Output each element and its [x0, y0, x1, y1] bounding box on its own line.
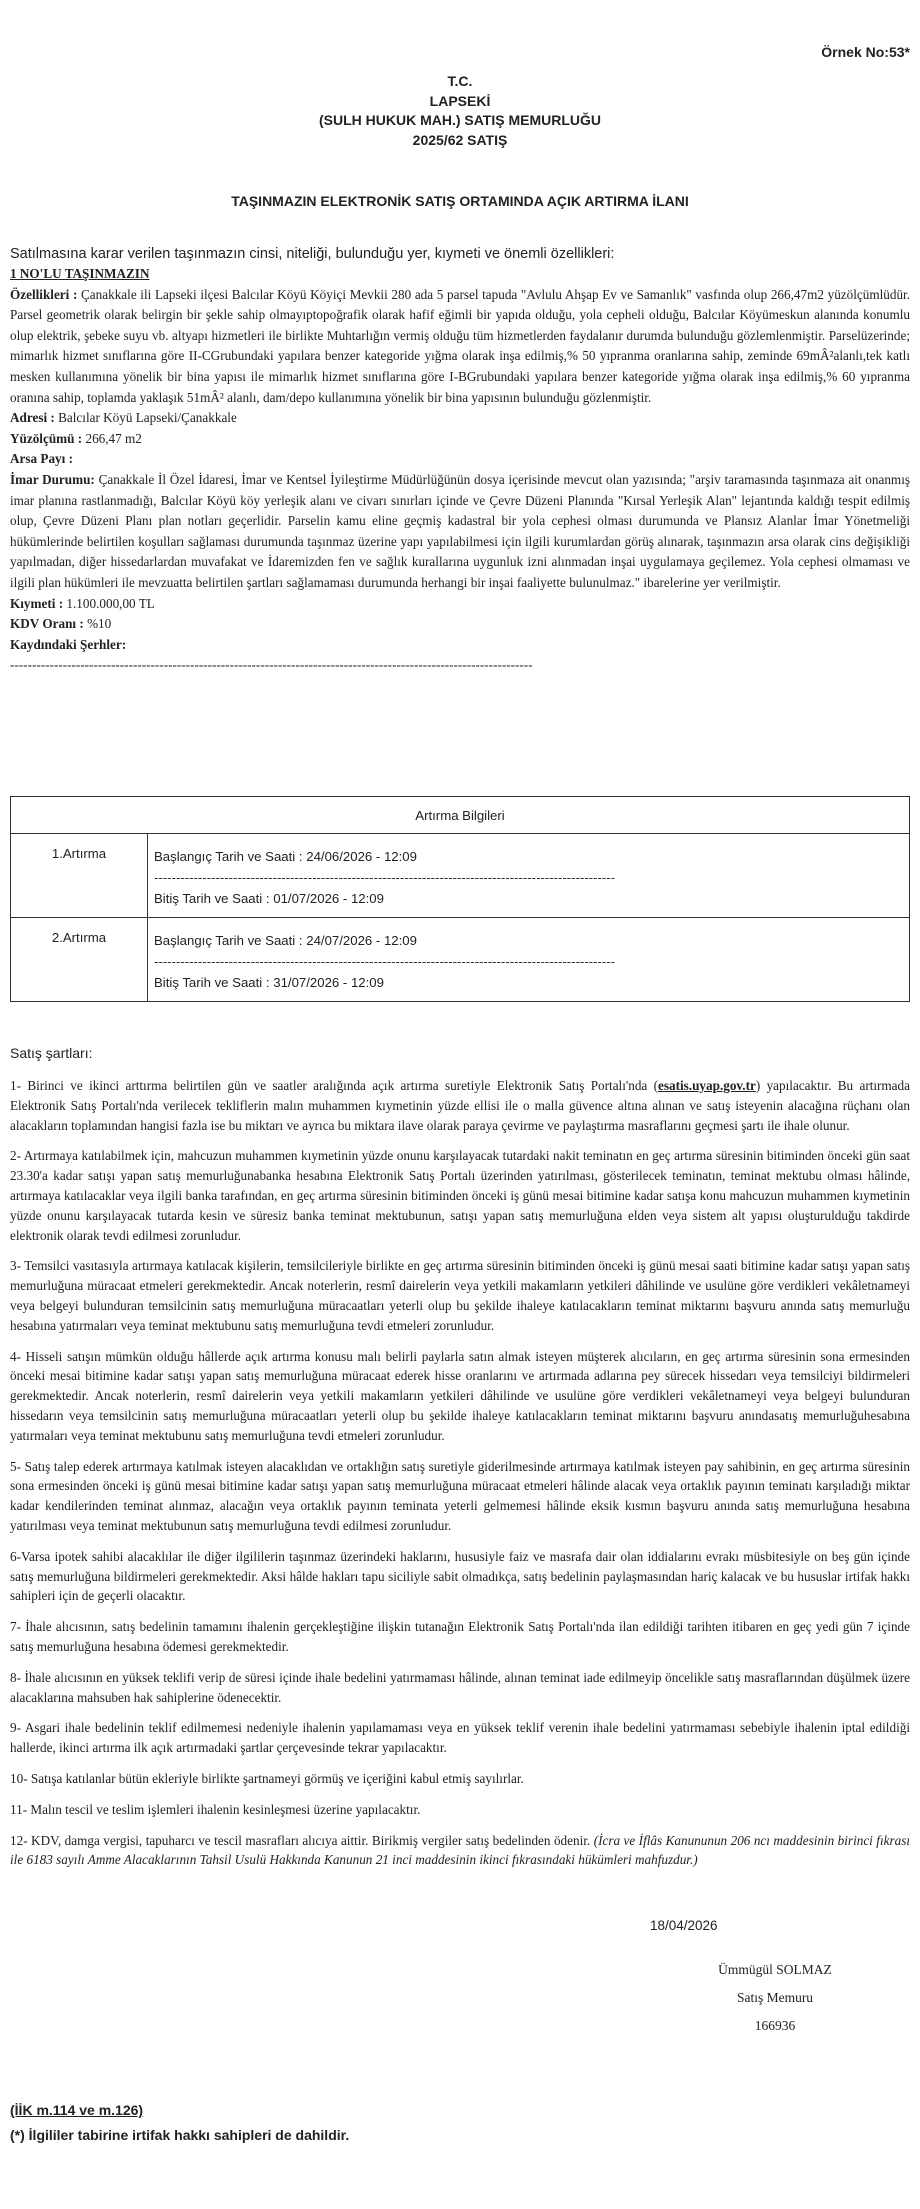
document-title: TAŞINMAZIN ELEKTRONİK SATIŞ ORTAMINDA AÇIK ARTIRMA İLANI [231, 193, 689, 209]
property-heading: 1 NO'LU TAŞINMAZIN [10, 266, 150, 281]
condition-item: 8- İhale alıcısının en yüksek teklifi verip de süresi içinde ihale bedelini yatırmaması hâlinde, alınan teminat iade edilmeyip öncelikle satış masraflarından düşülmek üzere alacaklarına mahsuben hak sahiplerine ödenecektir. [10, 1669, 910, 1705]
header-office: (SULH HUKUK MAH.) SATIŞ MEMURLUĞU [318, 112, 602, 128]
separator-line: ----------------------------------------------------------------------------------------------------------------------- [10, 657, 533, 673]
sample-number: Örnek No:53* [821, 44, 910, 60]
conditions-list [10, 1076, 910, 1881]
document-header [10, 72, 910, 150]
table-row [11, 918, 910, 1002]
end-value: 01/07/2026 - 12:09 [273, 891, 384, 906]
vat-label: KDV Oranı : [10, 616, 84, 632]
value-label: Kıymeti : [10, 595, 64, 611]
auction-round-label: 1.Artırma [11, 834, 148, 918]
end-value: 31/07/2026 - 12:09 [273, 975, 384, 990]
property-value [10, 594, 910, 615]
features-text: Çanakkale ili Lapseki ilçesi Balcılar Köyü Köyiçi Mevkii 280 ada 5 parsel tapuda "Avlulu Ahşap Ev ve Samanlık" vasfında olup 266,47m2 yüzölçümlüdür. Parsel geometrik olarak belirgin bir şekle sahip olmayıptopoğrafik olarak hafif eğimli bir yapıda olduğu, yola cepheli olduğu, Balcılar Köyümeskun alanında konumlu olup elektrik, şebeke suyu vb. altyapı hizmetleri ile birlikte Muhtarlığın vermiş olduğu tüm hizmetlerden faydalanır durumda bulunduğu gözlemlenmiştir. Parselüzerinde; mimarlık hizmet sınıflarına göre II-CGrubundaki yapılara benzer kategoride yığma olarak inşa edilmiş,% 50 yıpranma oranlarına sahip, zeminde 69mÂ²alanlı,tek katlı mesken kullanımına yönelik bir bina yapısı ile mimarlık hizmet sınıflarına göre I-BGrubundaki yapılara benzer kategoride yığma olarak inşa edilmiş,% 60 yıpranma oranına sahip, toplamda yaklaşık 51mÂ² alanlı, dam/depo kullanımına yönelik bir bina yapısının bulunduğu gözlenmiştir. [10, 286, 911, 405]
property-section [10, 264, 910, 676]
area-label: Yüzölçümü : [10, 430, 83, 446]
separator-line: --------------------------------------------------------------------------------------------------------- [154, 954, 616, 969]
start-value: 24/06/2026 - 12:09 [306, 849, 417, 864]
auction-round-label: 2.Artırma [11, 918, 148, 1002]
table-row [11, 834, 910, 918]
condition-item: 2- Artırmaya katılabilmek için, mahcuzun muhammen kıymetinin yüzde onunu karşılayacak tutardaki nakit teminatın en geç artırma süresinin bitiminden önceki gün saat 23.30'a kadar satışı yapan satış memurluğunabanka hesabına Elektronik Satış Portalı üzerinden yatırılması, gösterilecek teminatın, teminat mektubu olması hâlinde, artırmaya katılacaklar veya ilgili banka tarafından, en geç artırma süresinin bitiminden önceki iş günü mesai bitimine kadar satışa konu mahcuzun muhammen kıymetinin yüzde onunu karşılayacak tutarda kesin ve süresiz banka teminat mektubunun, satışı yapan satış memurluğuna elden veya sistem alt yapısı oluşturulduğu takdirde elektronik olarak tevdi edilmesi zorunludur. [10, 1148, 910, 1243]
condition-item: 12- KDV, damga vergisi, tapuharcı ve tescil masrafları alıcıya aittir. Birikmiş vergiler satış bedelinden ödenir. (İcra ve İflâs Kanununun 206 ncı maddesinin birinci fıkrası ile 6183 sayılı Amme Alacaklarının Tahsil Usulü Hakkında Kanunun 21 inci maddesinin ikinci fıkrasındaki hükümleri mahfuzdur.) [10, 1832, 911, 1868]
address-value: Balcılar Köyü Lapseki/Çanakkale [58, 410, 237, 426]
auction-table [10, 796, 910, 1002]
signature-date: 18/04/2026 [650, 1918, 718, 1933]
annotations-label: Kaydındaki Şerhler: [10, 636, 127, 652]
address-label: Adresi : [10, 410, 55, 426]
header-file-no: 2025/62 SATIŞ [412, 131, 508, 148]
auction-round-dates [148, 918, 910, 1002]
separator-line: --------------------------------------------------------------------------------------------------------- [154, 870, 616, 885]
land-share-label: Arsa Payı : [10, 451, 73, 467]
legal-reference: (İİK m.114 ve m.126) [10, 2102, 144, 2118]
condition-item: 9- Asgari ihale bedelinin teklif edilmemesi nedeniyle ihalenin yapılamaması veya en yüksek teklif verenin ihale bedelini yatırmaması sebebiyle ihalenin iptal edildiği hallerde, ikinci artırma ilk açık artırmadaki şartlar çerçevesinde tekrar yapılacaktır. [10, 1720, 910, 1756]
property-zoning [10, 470, 910, 594]
condition-item: 5- Satış talep ederek artırmaya katılmak isteyen alacaklıdan ve ortaklığın satış suretiyle giderilmesinde artırmaya katılmak isteyen pay sahibinin, en geç artırma süresinin sona ermesinden önceki iş günü mesai bitimine kadar satışı yapan satış memurluğuna müracaat etmeleri hâlinde alacak veya ortaklık payının teminatı karşıladığı miktar kadar kendilerinden teminat alınmaz, alacağın veya ortaklık payının teminata yeterli gelmemesi hâlinde eksik kısmın başvuru anında satış memurluğuna hesabına yatırılması veya teminat mektubunun satış memurluğuna tevdi edilmesi zorunludur. [10, 1458, 910, 1533]
intro-text: Satılmasına karar verilen taşınmazın cinsi, niteliği, bulunduğu yer, kıymeti ve önemli özellikleri: [10, 246, 615, 262]
signatory-name: Ümmügül SOLMAZ [718, 1962, 832, 1977]
property-address [10, 408, 910, 429]
header-tc: T.C. [447, 73, 473, 89]
header-city: LAPSEKİ [429, 92, 491, 109]
auction-table-header: Artırma Bilgileri [11, 797, 910, 834]
value-amount: 1.100.000,00 TL [66, 595, 155, 611]
end-label: Bitiş Tarih ve Saati : [154, 975, 270, 990]
property-area [10, 429, 910, 450]
footnote: (*) İlgililer tabirine irtifak hakkı sahipleri de dahildir. [10, 2127, 350, 2143]
condition-item: 4- Hisseli satışın mümkün olduğu hâllerde açık artırma konusu malı belirli paylarla satın almak isteyen müşterek alıcıların, en geç artırma süresinin sona ermesinden önceki mesai bitimine kadar satışı yapan satış memurluğuna müracaat ederek hisse oranlarını ve artırmada adlarına pey sürecek hissedarı veya temsilciyi bildirmeleri gerekmektedir. Ancak noterlerin, resmî dairelerin veya yetkili makamların yetkileri dâhilinde ve usulüne göre verdikleri vekâletnameyi veya belgeyi bulunduran hissedarın veya temsilcinin satış memurluğuna müracaatları yeterli olup bu şekilde ihaleye katılacakların teminat miktarını başvuru anındasatış memurluğuhesabına yatırmaları veya teminat mektubunu satış memurluğuna tevdi etmeleri zorunludur. [10, 1348, 910, 1443]
auction-round-dates [148, 834, 910, 918]
vat-value: %10 [87, 616, 112, 632]
start-label: Başlangıç Tarih ve Saati : [154, 933, 303, 948]
start-label: Başlangıç Tarih ve Saati : [154, 849, 303, 864]
signatory-id: 166936 [754, 2018, 796, 2033]
area-value: 266,47 m2 [85, 430, 142, 446]
legal-note: (İcra ve İflâs Kanununun 206 ncı maddesinin birinci fıkrası ile 6183 sayılı Amme Alacaklarının Tahsil Usulü Hakkında Kanunun 21 inci maddesinin ikinci fıkrasındaki hükümleri mahfuzdur.) [10, 1832, 911, 1868]
condition-item: 11- Malın tescil ve teslim işlemleri ihalenin kesinleşmesi üzerine yapılacaktır. [10, 1801, 421, 1817]
property-land-share [10, 449, 910, 470]
signatory-role: Satış Memuru [736, 1990, 814, 2005]
condition-item: 6-Varsa ipotek sahibi alacaklılar ile diğer ilgililerin taşınmaz üzerindeki haklarını, hususiyle faiz ve masrafa dair olan iddialarını evrakı müsbitesiyle on beş gün içinde satış memurluğuna bildirmeleri gerekmektedir. Aksi hâlde hakları tapu siciliyle sabit olmadıkça, satış bedelinin paylaşmasından hariç kalacak ve bu hususlar irtifak hakkı sahipleri için de geçerli olacaktır. [10, 1548, 910, 1604]
features-label: Özellikleri : [10, 286, 78, 302]
signatory [710, 1956, 840, 2040]
condition-item: 1- Birinci ve ikinci arttırma belirtilen gün ve saatler aralığında açık artırma suretiyle Elektronik Satış Portalı'nda (esatis.uyap.gov.tr) yapılacaktır. Bu artırmada Elektronik Satış Portalı'nda verilecek tekliflerin malın muhammen kıymetinin yüzde ellisi ile o malla güvence altına alınan ve satış isteyenin alacağına rüçhanı olan alacakların toplamından hangisi fazla ise bu miktarı ve ayrıca bu miktara ilave olarak paraya çevirme ve paylaştırma masraflarını geçmesi şartı ile ihale olunur. [10, 1078, 910, 1133]
start-value: 24/07/2026 - 12:09 [306, 933, 417, 948]
zoning-label: İmar Durumu: [10, 471, 95, 487]
condition-item: 3- Temsilci vasıtasıyla artırmaya katılacak kişilerin, temsilcileriyle birlikte en geç artırma süresinin bitiminden önceki iş günü mesai saati bitimine kadar satışı yapan satış memurluğuna müracaat etmeleri gerekmektedir. Ancak noterlerin, resmî dairelerin veya yetkili makamların yetkileri dâhilinde ve usulüne göre verdikleri vekâletnameyi veya belgeyi bulunduran temsilcinin satış memurluğuna müracaatları yeterli olup bu şekilde ihaleye katılacakların teminat miktarını başvuru anında satış memurluğu hesabına yatırmaları veya teminat mektubunu satış memurluğuna tevdi etmeleri zorunludur. [10, 1258, 910, 1333]
esatis-link[interactable]: esatis.uyap.gov.tr [658, 1078, 756, 1093]
end-label: Bitiş Tarih ve Saati : [154, 891, 270, 906]
property-vat [10, 614, 910, 635]
property-annotations [10, 635, 910, 656]
conditions-heading: Satış şartları: [10, 1045, 93, 1061]
condition-item: 7- İhale alıcısının, satış bedelinin tamamını ihalenin gerçekleştiğine ilişkin tutanağın Elektronik Satış Portalı'nda ilan edildiği tarihten itibaren en geç yedi gün 7 içinde satış memurluğuna hesabına ödemesi gerekmektedir. [10, 1619, 910, 1654]
condition-item: 10- Satışa katılanlar bütün ekleriyle birlikte şartnameyi görmüş ve içeriğini kabul etmiş sayılırlar. [10, 1770, 524, 1786]
zoning-text: Çanakkale İl Özel İdaresi, İmar ve Kentsel İyileştirme Müdürlüğünün dosya içerisinde mevcut olan yazısında; "arşiv taramasında taşınmaza ait onanmış imar planına rastlanmadığı, Balcılar Köyü köy yerleşik alanı ve civarı sınırları içinde ve Çevre Düzeni Planında "Kırsal Yerleşik Alan" lejantında kaldığı tespit edilmiş olup, Çevre Düzeni Planı plan notları geçerlidir. Parselin kamu eline geçmiş kadastral bir yola cephesi olması durumunda ve Plansız Alanlar İmar Yönetmeliği hükümlerinde belirtilen koşulları sağlaması durumunda taşınmaz üzerine yapı yapılabilmesi için ilgili kurumlardan görüş alınarak, taşınmazın arsa olarak cins değişikliği yapılmadan, diğer hissedarlardan muvafakat ve İdaremizden fen ve sağlık kurallarına uygunluk izni alınmadan inşai uygulamaya geçilemez. Yola cephesi olmaması ve ilgili plan hükümleri ile mevzuatta belirtilen şartları sağlamaması durumunda herhangi bir inşai faaliyette bulunulmaz." ibarelerine yer verilmiştir. [10, 471, 910, 590]
property-features [10, 285, 910, 409]
